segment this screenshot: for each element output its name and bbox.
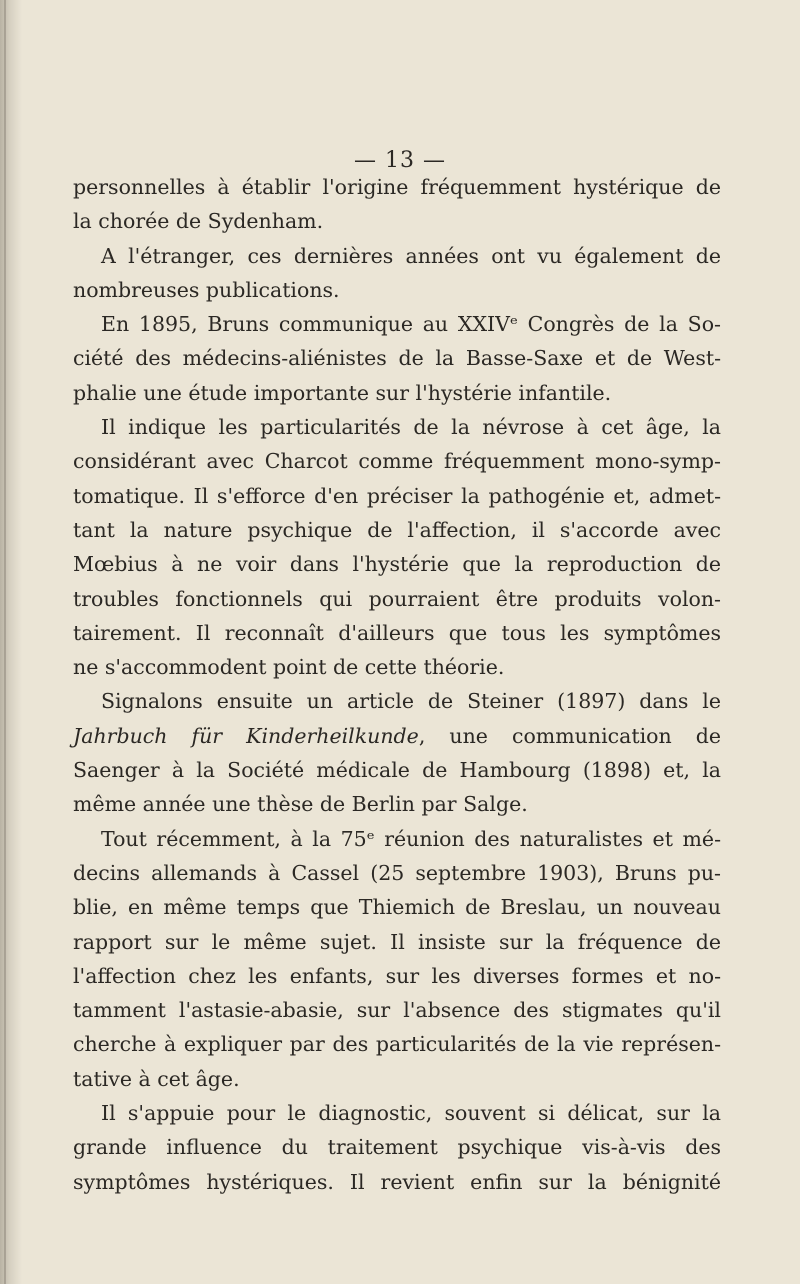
text-line: Tout récemment, à la 75ᵉ réunion des naturalistes et mé- bbox=[101, 826, 721, 851]
text-line: A l'étranger, ces dernières années ont vu également de bbox=[101, 243, 721, 268]
text-line: tomatique. Il s'efforce d'en préciser la pathogénie et, admet- bbox=[73, 483, 721, 508]
text-line: rapport sur le même sujet. Il insiste sur la fréquence de bbox=[73, 929, 721, 954]
text-line: tamment l'astasie-abasie, sur l'absence des stigmates qu'il bbox=[73, 998, 721, 1023]
text-line: phalie une étude importante sur l'hystérie infantile. bbox=[73, 380, 612, 405]
text-line: troubles fonctionnels qui pourraient être produits volon- bbox=[73, 586, 721, 611]
page-binding-edge bbox=[4, 0, 6, 1284]
text-line: considérant avec Charcot comme fréquemment mono-symp- bbox=[73, 449, 721, 474]
text-line: personnelles à établir l'origine fréquemment hystérique de bbox=[73, 175, 721, 199]
text-line: ne s'accommodent point de cette théorie. bbox=[73, 655, 505, 680]
body-text bbox=[73, 170, 721, 1199]
text-line: Signalons ensuite un article de Steiner (1897) dans le bbox=[101, 689, 721, 714]
text-line: grande influence du traitement psychique vis-à-vis des bbox=[73, 1135, 721, 1160]
text-line: nombreuses publications. bbox=[73, 277, 340, 302]
text-line-with-italic: Jahrbuch für Kinderheilkunde, une communication de bbox=[73, 723, 721, 748]
text-line: même année une thèse de Berlin par Salge. bbox=[73, 792, 528, 817]
text-line: decins allemands à Cassel (25 septembre 1903), Bruns pu- bbox=[73, 860, 721, 885]
text-line: Il s'appuie pour le diagnostic, souvent si délicat, sur la bbox=[101, 1101, 721, 1126]
page-number: — 13 — bbox=[354, 148, 446, 173]
text-line: tative à cet âge. bbox=[73, 1066, 240, 1091]
journal-title: Jahrbuch für Kinderheilkunde bbox=[73, 723, 419, 748]
text-line: l'affection chez les enfants, sur les diverses formes et no- bbox=[73, 963, 721, 988]
text-line: Saenger à la Société médicale de Hambourg (1898) et, la bbox=[73, 758, 721, 783]
text-line: En 1895, Bruns communique au XXIVᵉ Congrès de la So- bbox=[101, 312, 721, 337]
text-line: blie, en même temps que Thiemich de Breslau, un nouveau bbox=[73, 895, 721, 920]
text-line: symptômes hystériques. Il revient enfin sur la bénignité bbox=[73, 1169, 721, 1194]
text-line: ciété des médecins-aliénistes de la Basse-Saxe et de West- bbox=[73, 346, 721, 371]
text-line: tant la nature psychique de l'affection, il s'accorde avec bbox=[73, 517, 721, 542]
text-line: Il indique les particularités de la névrose à cet âge, la bbox=[101, 415, 721, 440]
text-line: cherche à expliquer par des particularités de la vie représen- bbox=[73, 1032, 721, 1057]
text-line: tairement. Il reconnaît d'ailleurs que tous les symptômes bbox=[73, 620, 721, 645]
text-line: Mœbius à ne voir dans l'hystérie que la reproduction de bbox=[73, 552, 721, 577]
text-line: la chorée de Sydenham. bbox=[73, 209, 324, 234]
